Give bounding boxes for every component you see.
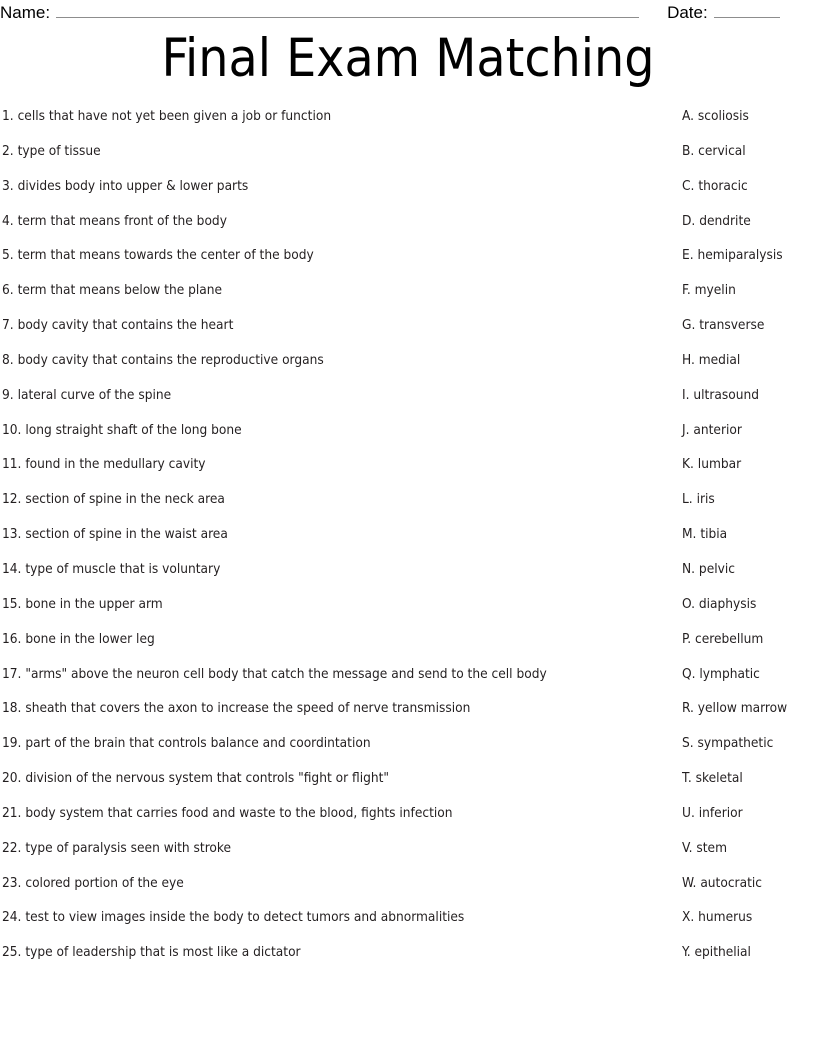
question-item[interactable] (2, 141, 101, 161)
question-number: 24. (2, 909, 22, 926)
question-item[interactable] (2, 942, 301, 962)
answer-choice[interactable] (682, 768, 743, 788)
answer-text: sympathetic (697, 735, 774, 752)
question-number: 2. (2, 142, 14, 159)
answer-letter: W. (682, 874, 697, 891)
question-item[interactable] (2, 873, 184, 893)
question-item[interactable] (2, 176, 248, 196)
answer-letter: D. (682, 212, 696, 229)
answer-text: anterior (693, 421, 742, 438)
question-text: bone in the lower leg (25, 630, 155, 647)
answer-text: diaphysis (698, 595, 757, 612)
answer-choice[interactable] (682, 280, 736, 300)
matching-row (0, 420, 816, 455)
answer-text: myelin (694, 282, 736, 299)
question-item[interactable] (2, 454, 206, 474)
question-number: 8. (2, 351, 14, 368)
answer-letter: R. (682, 700, 694, 717)
question-text: section of spine in the neck area (25, 491, 225, 508)
question-text: section of spine in the waist area (25, 526, 228, 543)
answer-letter: I. (682, 386, 690, 403)
question-text: colored portion of the eye (25, 874, 184, 891)
answer-choice[interactable] (682, 106, 749, 126)
question-item[interactable] (2, 245, 314, 265)
answer-choice[interactable] (682, 698, 787, 718)
matching-row (0, 176, 816, 211)
question-item[interactable] (2, 768, 389, 788)
answer-text: inferior (698, 804, 743, 821)
question-number: 7. (2, 317, 14, 334)
date-label: Date: (667, 3, 708, 22)
matching-row (0, 280, 816, 315)
answer-choice[interactable] (682, 524, 727, 544)
answer-letter: P. (682, 630, 692, 647)
question-number: 1. (2, 108, 14, 124)
answer-text: iris (696, 491, 715, 508)
answer-letter: M. (682, 526, 697, 543)
question-text: type of muscle that is voluntary (25, 560, 221, 577)
answer-letter: N. (682, 560, 696, 577)
question-number: 16. (2, 630, 22, 647)
question-item[interactable] (2, 803, 453, 823)
answer-text: stem (696, 839, 727, 856)
question-text: "arms" above the neuron cell body that catch the message and send to the cell body (25, 665, 547, 682)
answer-text: yellow marrow (697, 700, 788, 717)
matching-row (0, 629, 816, 664)
matching-row (0, 838, 816, 873)
answer-text: ultrasound (693, 386, 759, 403)
answer-choice[interactable] (682, 141, 746, 161)
question-number: 22. (2, 839, 22, 856)
matching-row (0, 489, 816, 524)
question-item[interactable] (2, 385, 171, 405)
answer-choice[interactable] (682, 454, 741, 474)
answer-choice[interactable] (682, 803, 743, 823)
matching-row (0, 873, 816, 908)
answer-text: humerus (698, 909, 753, 926)
question-number: 17. (2, 665, 22, 682)
answer-letter: L. (682, 491, 693, 508)
answer-text: transverse (699, 317, 765, 334)
matching-row (0, 559, 816, 594)
question-text: body cavity that contains the heart (17, 317, 234, 334)
question-number: 20. (2, 770, 22, 787)
answer-choice[interactable] (682, 176, 748, 196)
question-item[interactable] (2, 664, 547, 684)
answer-letter: U. (682, 804, 695, 821)
question-text: term that means front of the body (17, 212, 227, 229)
question-item[interactable] (2, 629, 155, 649)
matching-row (0, 141, 816, 176)
answer-choice[interactable] (682, 211, 751, 231)
answer-letter: J. (682, 421, 690, 438)
question-item[interactable] (2, 907, 464, 927)
answer-choice[interactable] (682, 664, 760, 684)
question-number: 14. (2, 560, 22, 577)
answer-choice[interactable] (682, 907, 752, 927)
question-item[interactable] (2, 489, 225, 509)
matching-worksheet (0, 106, 816, 977)
question-number: 4. (2, 212, 14, 229)
question-item[interactable] (2, 559, 220, 579)
answer-text: pelvic (698, 560, 735, 577)
question-text: divides body into upper & lower parts (17, 177, 249, 194)
question-number: 9. (2, 386, 14, 403)
matching-row (0, 594, 816, 629)
question-number: 15. (2, 595, 22, 612)
matching-row (0, 315, 816, 350)
question-item[interactable] (2, 838, 231, 858)
page-title: Final Exam Matching (161, 28, 655, 89)
answer-choice[interactable] (682, 733, 773, 753)
answer-text: dendrite (699, 212, 751, 229)
question-item[interactable] (2, 211, 227, 231)
answer-choice[interactable] (682, 873, 762, 893)
question-text: type of tissue (17, 142, 101, 159)
answer-letter: Y. (682, 944, 691, 961)
answer-choice[interactable] (682, 942, 751, 962)
answer-letter: S. (682, 735, 694, 752)
question-number: 12. (2, 491, 22, 508)
question-item[interactable] (2, 733, 371, 753)
question-item[interactable] (2, 350, 324, 370)
answer-letter: E. (682, 247, 694, 264)
answer-choice[interactable] (682, 315, 764, 335)
answer-text: thoracic (698, 177, 748, 194)
question-number: 5. (2, 247, 14, 264)
answer-choice[interactable] (682, 838, 727, 858)
answer-text: skeletal (695, 770, 743, 787)
answer-choice[interactable] (682, 489, 715, 509)
answer-letter: K. (682, 456, 694, 473)
answer-choice[interactable] (682, 629, 763, 649)
matching-row (0, 733, 816, 768)
matching-row (0, 106, 816, 141)
answer-text: hemiparalysis (697, 247, 783, 264)
answer-letter: Q. (682, 665, 696, 682)
matching-row (0, 803, 816, 838)
answer-text: medial (698, 351, 741, 368)
question-item[interactable] (2, 698, 470, 718)
answer-choice[interactable] (682, 245, 783, 265)
matching-row (0, 524, 816, 559)
question-number: 6. (2, 282, 14, 299)
question-text: term that means towards the center of the body (17, 247, 314, 264)
question-text: bone in the upper arm (25, 595, 163, 612)
answer-choice[interactable] (682, 420, 742, 440)
answer-choice[interactable] (682, 350, 740, 370)
date-write-in-line[interactable] (714, 3, 780, 18)
answer-letter: V. (682, 839, 693, 856)
answer-letter: X. (682, 909, 695, 926)
answer-letter: G. (682, 317, 696, 334)
question-number: 21. (2, 804, 22, 821)
question-text: type of leadership that is most like a dictator (25, 944, 301, 961)
matching-row (0, 350, 816, 385)
question-text: long straight shaft of the long bone (25, 421, 242, 438)
matching-row (0, 454, 816, 489)
matching-row (0, 385, 816, 420)
answer-letter: A. (682, 108, 695, 124)
matching-row (0, 698, 816, 733)
answer-letter: F. (682, 282, 691, 299)
answer-choice[interactable] (682, 594, 756, 614)
answer-choice[interactable] (682, 559, 735, 579)
question-text: part of the brain that controls balance and coordintation (25, 735, 371, 752)
answer-text: tibia (700, 526, 728, 543)
question-text: sheath that covers the axon to increase the speed of nerve transmission (25, 700, 471, 717)
name-label: Name: (0, 3, 51, 22)
matching-row (0, 942, 816, 977)
question-item[interactable] (2, 420, 242, 440)
question-number: 23. (2, 874, 22, 891)
answer-text: cervical (698, 142, 746, 159)
answer-text: epithelial (694, 944, 751, 961)
matching-row (0, 245, 816, 280)
matching-row (0, 664, 816, 699)
question-number: 25. (2, 944, 22, 961)
matching-row (0, 768, 816, 803)
answer-letter: T. (682, 770, 692, 787)
question-text: type of paralysis seen with stroke (25, 839, 232, 856)
name-date-header (0, 0, 816, 28)
question-item[interactable] (2, 594, 163, 614)
question-text: term that means below the plane (17, 282, 223, 299)
question-text: test to view images inside the body to detect tumors and abnormalities (25, 909, 465, 926)
answer-text: lumbar (697, 456, 742, 473)
answer-letter: B. (682, 142, 695, 159)
matching-row (0, 907, 816, 942)
question-number: 11. (2, 456, 22, 473)
answer-letter: H. (682, 351, 695, 368)
matching-row (0, 211, 816, 246)
answer-text: lymphatic (699, 665, 760, 682)
question-item[interactable] (2, 524, 228, 544)
answer-text: autocratic (700, 874, 762, 891)
answer-letter: C. (682, 177, 695, 194)
question-text: body system that carries food and waste to the blood, fights infection (25, 804, 453, 821)
answer-text: cerebellum (695, 630, 764, 647)
question-text: lateral curve of the spine (17, 386, 172, 403)
question-item[interactable] (2, 106, 331, 126)
question-item[interactable] (2, 280, 222, 300)
question-number: 13. (2, 526, 22, 543)
question-text: body cavity that contains the reproductive organs (17, 351, 324, 368)
question-item[interactable] (2, 315, 233, 335)
question-text: cells that have not yet been given a job or function (17, 108, 332, 124)
answer-letter: O. (682, 595, 695, 612)
name-write-in-line[interactable] (56, 3, 639, 18)
question-number: 10. (2, 421, 22, 438)
question-number: 3. (2, 177, 14, 194)
question-text: division of the nervous system that controls "fight or flight" (25, 770, 390, 787)
answer-text: scoliosis (697, 108, 749, 124)
question-text: found in the medullary cavity (25, 456, 206, 473)
answer-choice[interactable] (682, 385, 759, 405)
question-number: 19. (2, 735, 22, 752)
question-number: 18. (2, 700, 22, 717)
